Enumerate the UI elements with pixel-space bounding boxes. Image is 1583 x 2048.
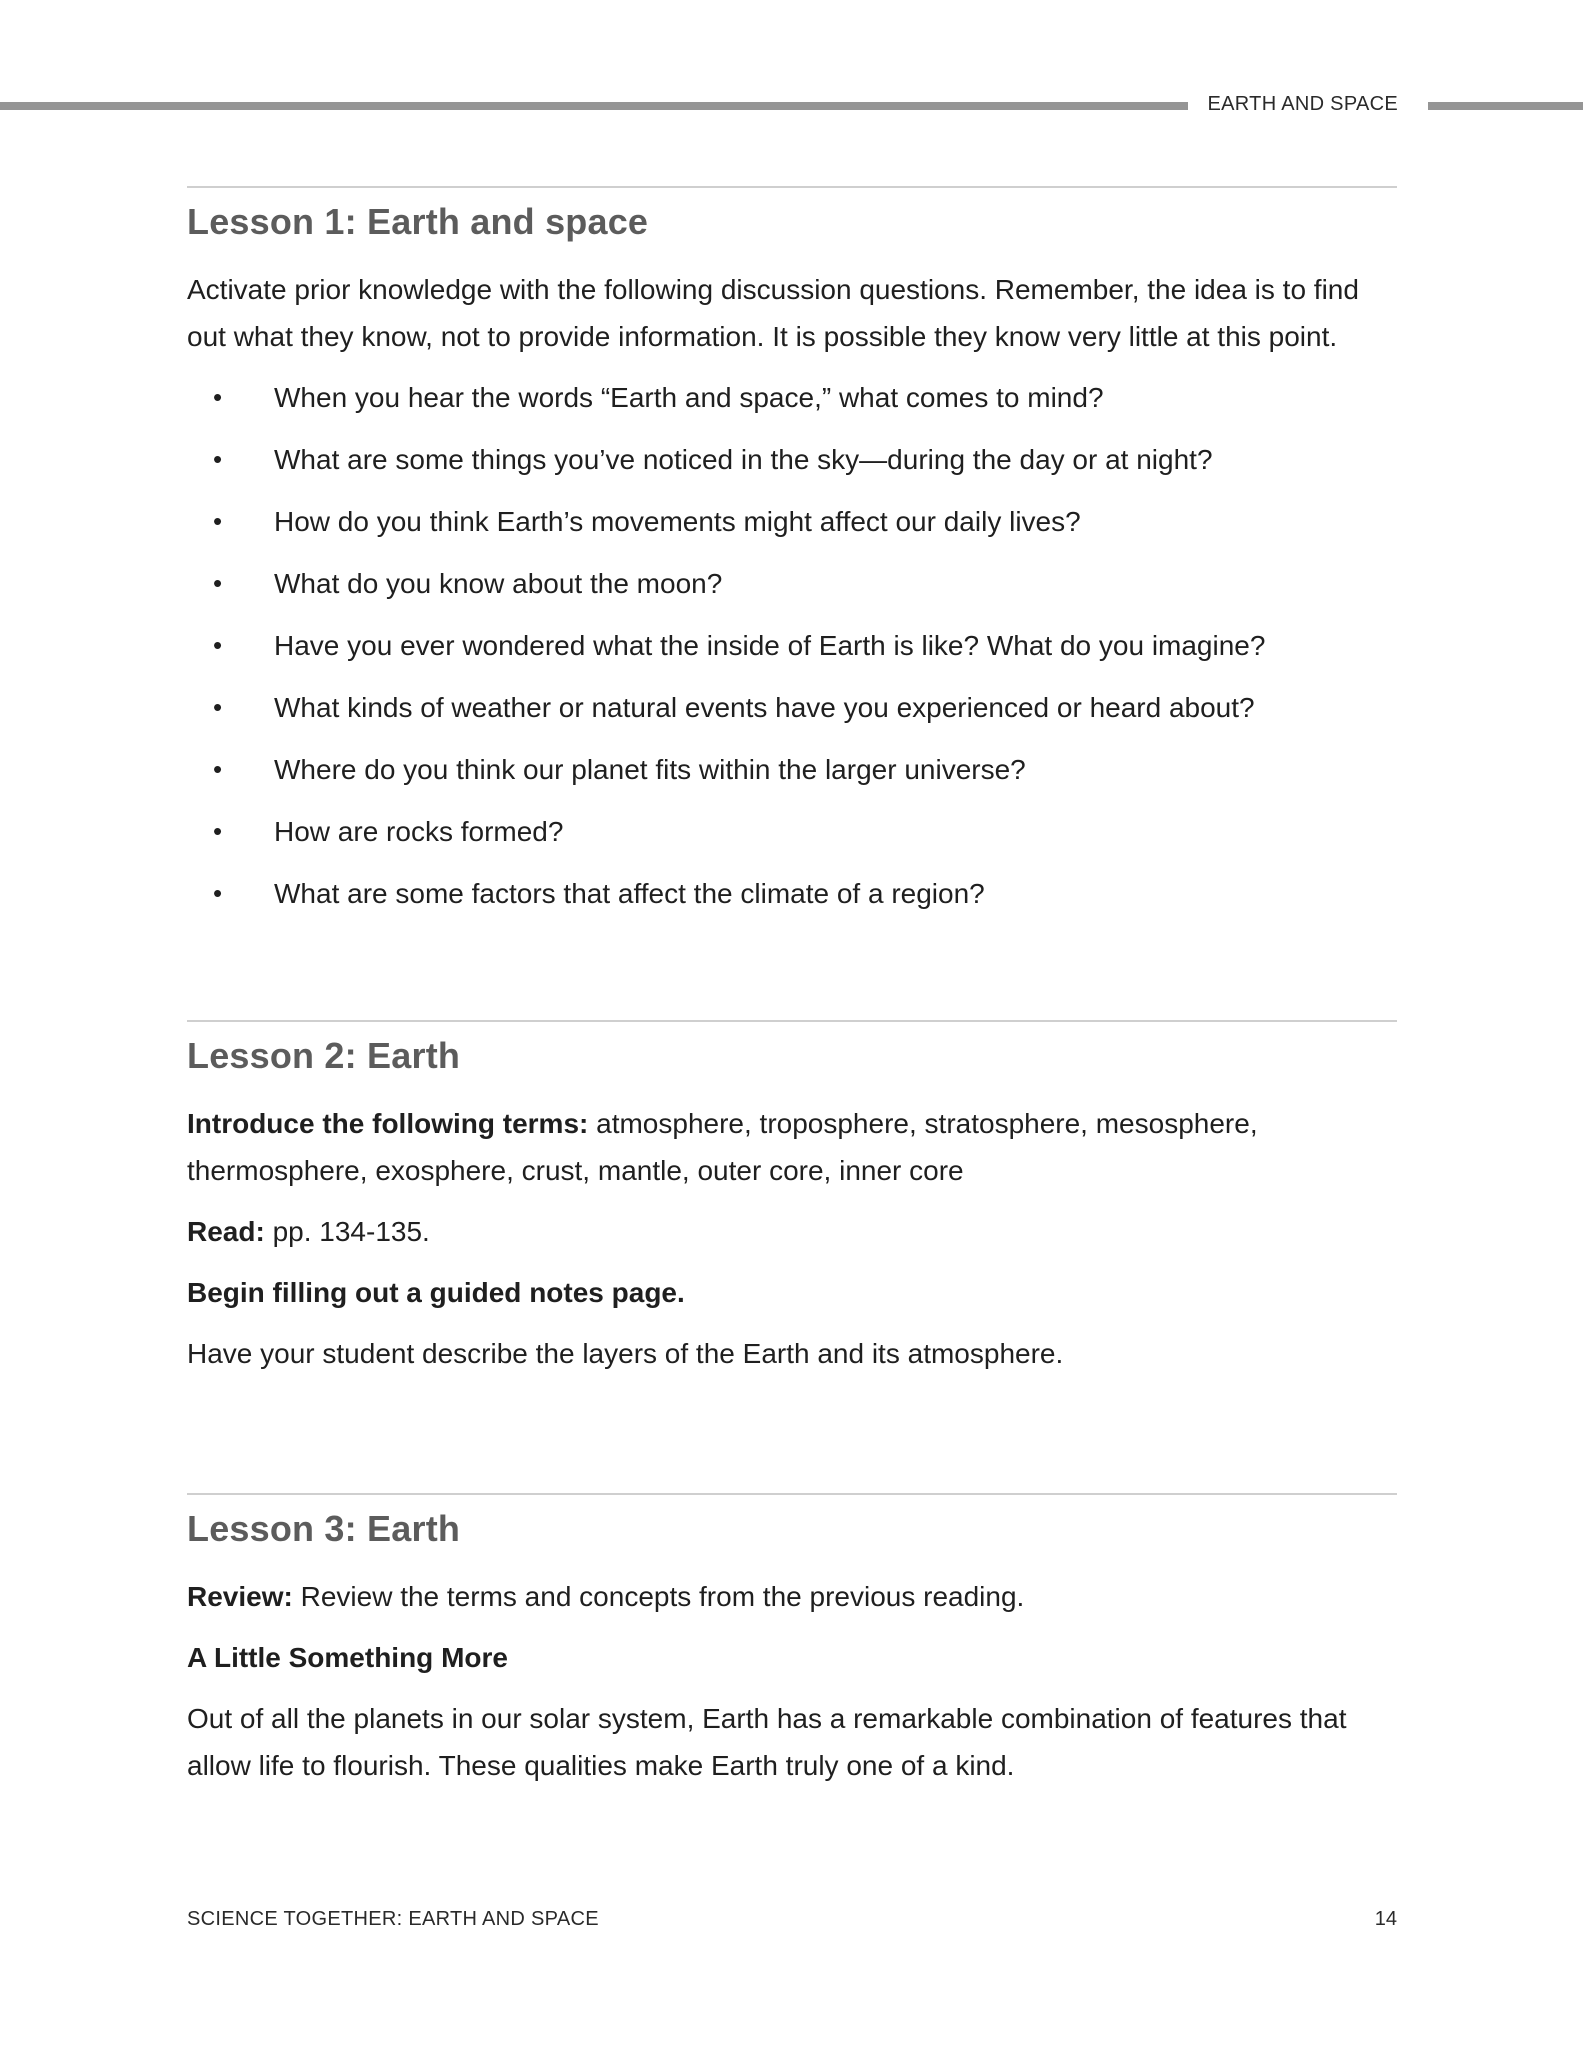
lesson-1-title: Lesson 1: Earth and space [187, 201, 649, 242]
question-text: How do you think Earth’s movements might affect our daily lives? [274, 506, 1081, 537]
question-text: Where do you think our planet fits within the larger universe? [274, 754, 1026, 785]
list-item [187, 746, 1397, 793]
section-divider [187, 1020, 1397, 1022]
bullet-icon: • [213, 382, 223, 412]
more-paragraph: Out of all the planets in our solar system, Earth has a remarkable combination of features that allow life to flourish. These qualities make Earth truly one of a kind. [187, 1703, 1347, 1781]
read-paragraph [187, 1208, 1397, 1255]
lesson-3-title: Lesson 3: Earth [187, 1508, 461, 1549]
header-rule-left [0, 102, 1188, 110]
read-label: Read: [187, 1216, 265, 1247]
question-text: When you hear the words “Earth and space,” what comes to mind? [274, 382, 1104, 413]
list-item [187, 374, 1397, 421]
more-heading: A Little Something More [187, 1642, 508, 1673]
list-item [187, 622, 1397, 669]
bullet-icon: • [213, 692, 223, 722]
review-label: Review: [187, 1581, 293, 1612]
lesson-2-title: Lesson 2: Earth [187, 1035, 461, 1076]
list-item [187, 808, 1397, 855]
list-item [187, 560, 1397, 607]
lesson-1-intro: Activate prior knowledge with the following discussion questions. Remember, the idea is to find out what they know, not to provide information. It is possible they know very little at this point. [187, 274, 1359, 352]
page-content [187, 186, 1397, 1803]
section-divider [187, 1493, 1397, 1495]
bullet-icon: • [213, 630, 223, 660]
question-text: What are some factors that affect the climate of a region? [274, 878, 985, 909]
question-text: What are some things you’ve noticed in the sky—during the day or at night? [274, 444, 1213, 475]
terms-list: atmosphere, troposphere, stratosphere, mesosphere, thermosphere, exosphere, crust, mantle, outer core, inner core [187, 1108, 1258, 1186]
section-spacer [187, 932, 1397, 1020]
bullet-icon: • [213, 506, 223, 536]
guided-notes-text: Begin filling out a guided notes page. [187, 1277, 685, 1308]
bullet-icon: • [213, 444, 223, 474]
section-spacer [187, 1391, 1397, 1493]
question-text: Have you ever wondered what the inside of Earth is like? What do you imagine? [274, 630, 1266, 661]
question-text: What do you know about the moon? [274, 568, 723, 599]
footer-book-title: SCIENCE TOGETHER: EARTH AND SPACE [187, 1908, 599, 1930]
terms-label: Introduce the following terms: [187, 1108, 589, 1139]
section-divider [187, 186, 1397, 188]
question-text: What kinds of weather or natural events have you experienced or heard about? [274, 692, 1255, 723]
review-text: Review the terms and concepts from the previous reading. [292, 1581, 1025, 1612]
list-item [187, 436, 1397, 483]
describe-layers-instruction: Have your student describe the layers of the Earth and its atmosphere. [187, 1338, 1064, 1369]
review-paragraph [187, 1573, 1397, 1620]
bullet-icon: • [213, 568, 223, 598]
lesson-3-section [187, 1493, 1397, 1789]
bullet-icon: • [213, 816, 223, 846]
question-text: How are rocks formed? [274, 816, 564, 847]
terms-paragraph [187, 1100, 1397, 1194]
list-item [187, 498, 1397, 545]
bullet-icon: • [213, 754, 223, 784]
discussion-questions-list [187, 374, 1397, 917]
running-header: EARTH AND SPACE [1207, 93, 1398, 115]
more-heading-paragraph [187, 1634, 1397, 1681]
page-number: 14 [1374, 1908, 1397, 1930]
lesson-2-section [187, 1020, 1397, 1377]
list-item [187, 684, 1397, 731]
lesson-1-section [187, 186, 1397, 917]
header-rule-right [1428, 102, 1583, 110]
guided-notes-instruction [187, 1269, 1397, 1316]
read-pages: pp. 134-135. [264, 1216, 430, 1247]
bullet-icon: • [213, 878, 223, 908]
list-item [187, 870, 1397, 917]
